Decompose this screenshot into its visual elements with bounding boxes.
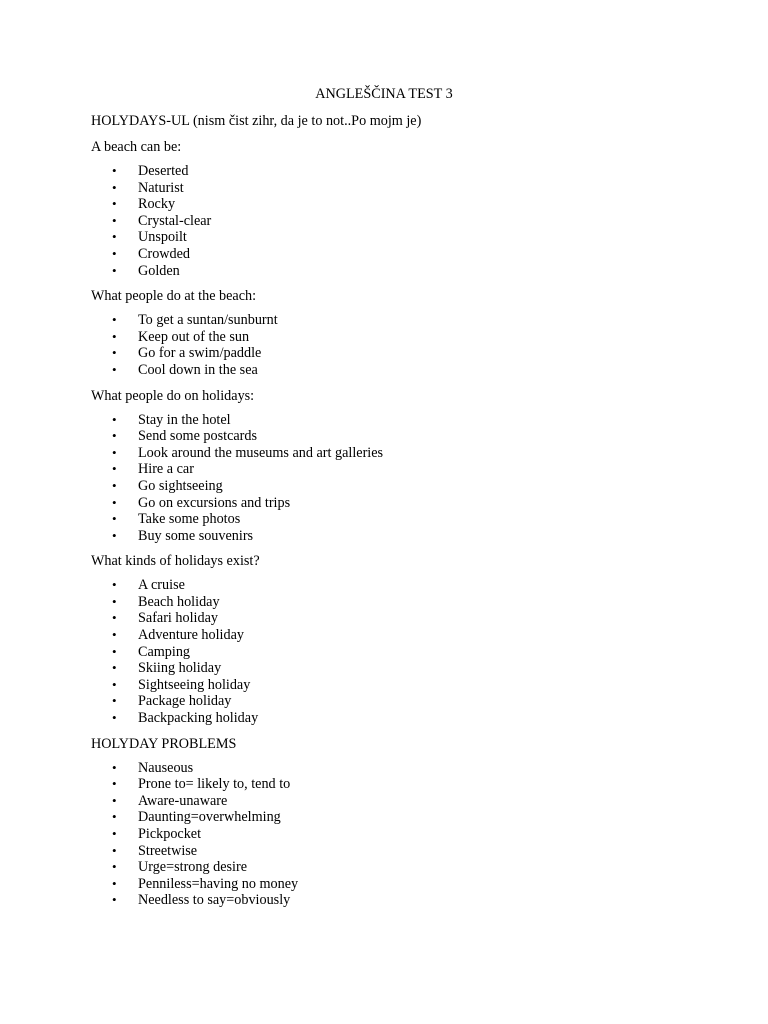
bullet-icon: • (112, 859, 117, 875)
list-item (91, 445, 677, 462)
bullet-list (91, 163, 677, 279)
bullet-icon: • (112, 345, 117, 361)
list-item (91, 345, 677, 362)
list-item-text: Prone to= likely to, tend to (138, 776, 291, 793)
list-item (91, 594, 677, 611)
bullet-icon: • (112, 792, 117, 808)
list-item-text: To get a suntan/sunburnt (138, 312, 278, 329)
bullet-icon: • (112, 361, 117, 377)
document-sections (91, 137, 677, 909)
list-item-text: Look around the museums and art galleries (138, 444, 384, 461)
list-item-text: Aware-unaware (138, 792, 228, 809)
bullet-list (91, 577, 677, 726)
section-heading: What people do on holidays: (91, 387, 255, 404)
bullet-icon: • (112, 527, 117, 543)
list-item-text: Package holiday (138, 693, 232, 710)
section-heading: What people do at the beach: (91, 288, 257, 305)
list-item-text: Keep out of the sun (138, 328, 250, 345)
bullet-icon: • (112, 212, 117, 228)
list-item-text: Unspoilt (138, 229, 187, 246)
bullet-icon: • (112, 826, 117, 841)
list-item-text: Naturist (138, 179, 184, 196)
list-item-text: Urge=strong desire (138, 859, 247, 876)
list-item (91, 495, 677, 512)
bullet-icon: • (112, 710, 117, 726)
list-item-text: Penniless=having no money (138, 875, 299, 892)
list-item-text: Golden (138, 262, 180, 279)
list-item (91, 627, 677, 644)
list-item-text: Needless to say=obviously (138, 892, 291, 909)
bullet-icon: • (112, 229, 117, 245)
bullet-list (91, 412, 677, 545)
bullet-icon: • (112, 676, 117, 692)
list-item-text: Pickpocket (138, 826, 202, 842)
list-item (91, 843, 677, 860)
bullet-icon: • (112, 461, 117, 477)
bullet-icon: • (112, 245, 117, 261)
list-item (91, 180, 677, 197)
list-item-text: Stay in the hotel (138, 411, 231, 428)
list-item-text: Rocky (138, 196, 176, 213)
document-page (91, 84, 677, 916)
bullet-icon: • (112, 428, 117, 444)
list-item-text: Nauseous (138, 759, 194, 776)
bullet-icon: • (112, 809, 117, 825)
bullet-icon: • (112, 494, 117, 510)
list-item (91, 528, 677, 545)
list-item (91, 793, 677, 810)
list-item (91, 329, 677, 346)
list-item-text: Deserted (138, 163, 189, 179)
bullet-icon: • (112, 610, 117, 626)
bullet-icon: • (112, 593, 117, 609)
list-item-text: Buy some souvenirs (138, 527, 254, 544)
document-title: ANGLEŠČINA TEST 3 (315, 86, 453, 102)
list-item-text: Beach holiday (138, 593, 220, 610)
bullet-icon: • (112, 196, 117, 212)
list-item-text: Camping (138, 643, 191, 660)
list-item (91, 461, 677, 478)
bullet-icon: • (112, 842, 117, 858)
bullet-icon: • (112, 477, 117, 493)
bullet-icon: • (112, 759, 117, 775)
bullet-icon: • (112, 577, 117, 593)
bullet-list (91, 760, 677, 909)
list-item-text: Streetwise (138, 842, 198, 859)
list-item-text: Go for a swim/paddle (138, 345, 262, 362)
section-heading: HOLYDAY PROBLEMS (91, 735, 237, 752)
bullet-icon: • (112, 328, 117, 344)
list-item-text: Sightseeing holiday (138, 676, 251, 693)
bullet-icon: • (112, 627, 117, 643)
bullet-list (91, 312, 677, 378)
list-item (91, 892, 677, 909)
list-item (91, 760, 677, 777)
list-item (91, 196, 677, 213)
list-item (91, 710, 677, 727)
list-item-text: A cruise (138, 577, 185, 594)
bullet-icon: • (112, 643, 117, 659)
list-item (91, 693, 677, 710)
bullet-icon: • (112, 312, 117, 328)
list-item-text: Daunting=overwhelming (138, 809, 281, 826)
list-item-text: Go on excursions and trips (138, 494, 291, 511)
bullet-icon: • (112, 776, 117, 792)
list-item (91, 428, 677, 445)
list-item-text: Adventure holiday (138, 627, 244, 644)
list-item (91, 246, 677, 263)
list-item (91, 511, 677, 528)
list-item (91, 213, 677, 230)
list-item-text: Safari holiday (138, 610, 218, 627)
bullet-icon: • (112, 875, 117, 891)
list-item (91, 478, 677, 495)
list-item (91, 229, 677, 246)
bullet-icon: • (112, 660, 117, 676)
list-item (91, 677, 677, 694)
bullet-icon: • (112, 892, 117, 908)
list-item (91, 163, 677, 180)
list-item (91, 412, 677, 429)
list-item-text: Take some photos (138, 511, 241, 528)
list-item-text: Crystal-clear (138, 212, 212, 229)
list-item (91, 660, 677, 677)
list-item (91, 826, 677, 843)
list-item (91, 776, 677, 793)
list-item (91, 809, 677, 826)
list-item (91, 263, 677, 280)
bullet-icon: • (112, 262, 117, 278)
document-subtitle: HOLYDAYS-UL (nism čist zihr, da je to not..Po mojm je) (91, 113, 422, 129)
list-item-text: Send some postcards (138, 428, 258, 445)
list-item-text: Hire a car (138, 461, 194, 478)
list-item-text: Crowded (138, 245, 191, 262)
section-heading: A beach can be: (91, 139, 182, 155)
bullet-icon: • (112, 163, 117, 178)
bullet-icon: • (112, 693, 117, 709)
list-item (91, 644, 677, 661)
list-item (91, 610, 677, 627)
list-item-text: Backpacking holiday (138, 710, 259, 727)
list-item-text: Skiing holiday (138, 660, 222, 677)
bullet-icon: • (112, 444, 117, 460)
list-item-text: Cool down in the sea (138, 361, 258, 378)
section-heading: What kinds of holidays exist? (91, 553, 260, 570)
list-item-text: Go sightseeing (138, 477, 223, 494)
list-item (91, 859, 677, 876)
bullet-icon: • (112, 179, 117, 195)
list-item (91, 577, 677, 594)
list-item (91, 876, 677, 893)
bullet-icon: • (112, 511, 117, 527)
list-item (91, 362, 677, 379)
list-item (91, 312, 677, 329)
bullet-icon: • (112, 411, 117, 427)
